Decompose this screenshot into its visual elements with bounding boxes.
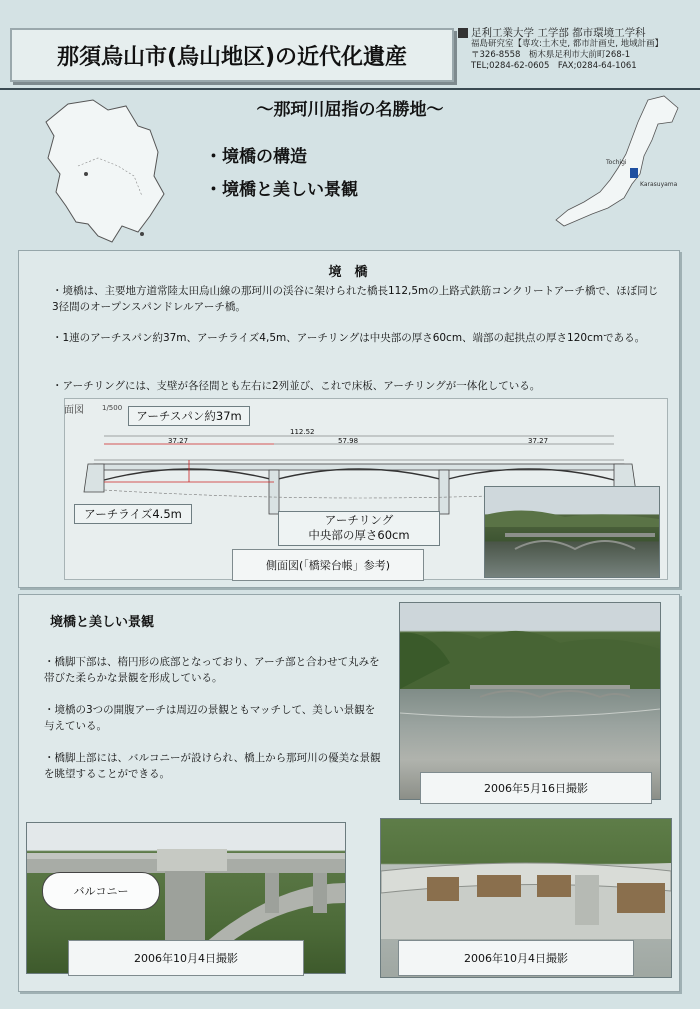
side-view-caption: 側面図(「橋梁台帳」参考) [232, 549, 424, 581]
balcony-deck-caption: 2006年10月4日撮影 [398, 940, 634, 976]
section2-para1: ・橋脚下部は、楕円形の底部となっており、アーチ部と合わせて丸みを帯びた柔らかな景観を形成している。 [44, 656, 380, 684]
arch-span-label: アーチスパン約37m [128, 406, 250, 426]
arch-ring-line1: アーチリング [324, 513, 394, 527]
header-divider [0, 88, 700, 90]
arch-rise-label: アーチライズ4.5m [74, 504, 192, 524]
poster-title: 那須烏山市(烏山地区)の近代化遺産 [10, 28, 454, 82]
arch-ring-label [278, 511, 440, 546]
map-label-karasuyama: Karasuyama [640, 181, 678, 188]
section1-para1: ・境橋は、主要地方道常陸太田烏山線の那珂川の渓谷に架けられた橋長112,5mの上路式鉄筋コンクリートアーチ橋で、ほぼ同じ3径間のオープンスパンドレルアーチ橋。 [52, 285, 659, 313]
section1-heading: 境 橋 [328, 265, 368, 280]
bridge-photo-small-art [485, 487, 659, 577]
balcony-callout: バルコニー [42, 872, 160, 910]
org-line2: 福島研究室【専攻:土木史, 都市計画史, 地域計画】 [471, 39, 664, 49]
dim-right-span: 37.27 [528, 437, 549, 445]
section1-para3: ・アーチリングには、支壁が各径間とも左右に2列並び、これで床板、アーチリングが一体化している。 [52, 380, 541, 392]
topic-scenery: ・境橋と美しい景観 [205, 180, 358, 200]
balcony-under-caption: 2006年10月4日撮影 [68, 940, 304, 976]
region-map [38, 96, 188, 246]
section2-para2: ・境橋の3つの開腹アーチは周辺の景観ともマッチして、美しい景観を与えている。 [44, 704, 376, 732]
university-logo-icon [458, 28, 468, 38]
org-line1: 足利工業大学 工学部 都市環境工学科 [471, 27, 646, 39]
japan-map [548, 94, 696, 234]
arch-ring-line2: 中央部の厚さ60cm [308, 528, 410, 542]
bridge-photo-small [484, 486, 660, 578]
river-photo-caption: 2006年5月16日撮影 [420, 772, 652, 804]
section2-para3: ・橋脚上部には、バルコニーが設けられ、橋上から那珂川の優美な景観を眺望することができる。 [44, 752, 381, 780]
section2-heading: 境橋と美しい景観 [50, 615, 155, 630]
organization-info [458, 28, 694, 72]
dim-mid-span: 57.98 [338, 437, 359, 445]
dim-left-span: 37.27 [168, 437, 189, 445]
topic-structure: ・境橋の構造 [205, 147, 307, 167]
drawing-scale: 1/500 [102, 404, 123, 412]
river-photo [399, 602, 661, 800]
section1-para2: ・1連のアーチスパン約37m、アーチライズ4,5m、アーチリングは中央部の厚さ60cm、端部の起拱点の厚さ120cmである。 [52, 332, 646, 344]
subtitle: ～那珂川屈指の名勝地～ [256, 100, 444, 120]
org-line4: TEL;0284-62-0605 FAX;0284-64-1061 [471, 61, 637, 71]
river-photo-art [400, 603, 660, 799]
org-line3: 〒326-8558 栃木県足利市大前町268-1 [471, 50, 631, 60]
map-label-tochigi: Tochigi [606, 159, 627, 166]
dim-total: 112.52 [290, 428, 315, 436]
drawing-view-label: 面図 [64, 405, 84, 416]
